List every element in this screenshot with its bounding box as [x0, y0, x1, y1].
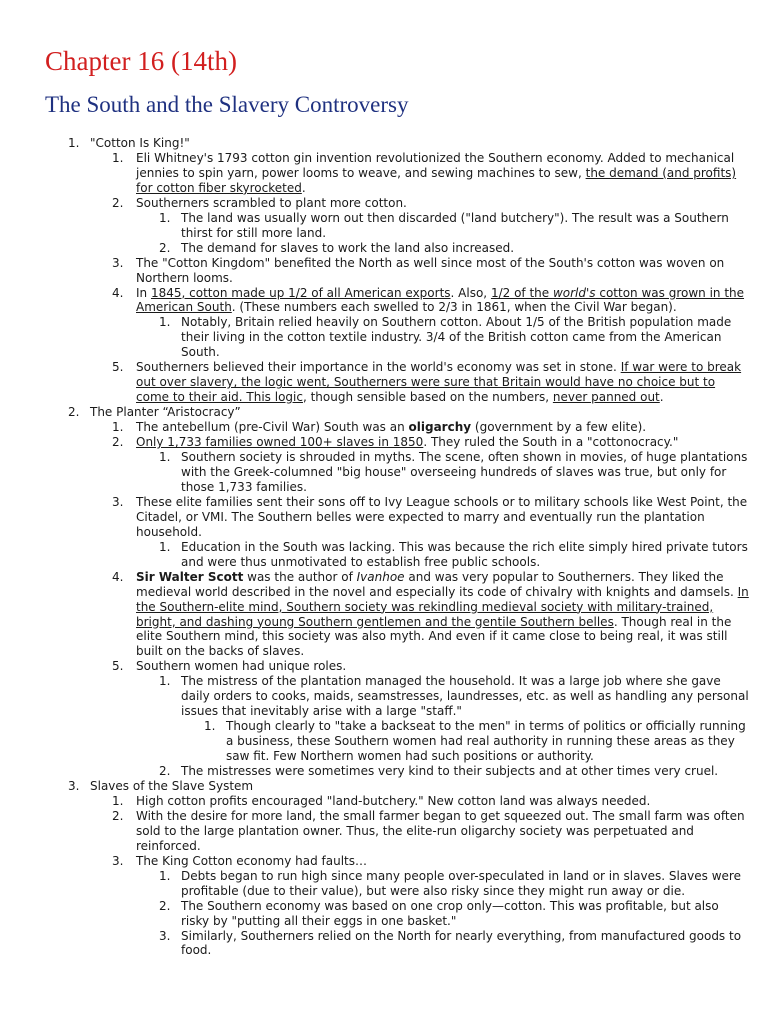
list-number: 2.: [112, 808, 124, 823]
bold-text: oligarchy: [408, 420, 472, 435]
item-text: Eli Whitney's 1793 cotton gin invention revolutionized the Southern economy. Added to mechanical jennies to spin yarn, power looms to weave, and sewing machines to sew,: [136, 150, 735, 180]
item-text: The Southern economy was based on one crop only—cotton. This was profitable, but also risky by "putting all their eggs in one basket.": [181, 898, 719, 928]
list-item: [90, 809, 750, 854]
item-text: . (These numbers each swelled to 2/3 in 1861, when the Civil War began).: [231, 300, 677, 315]
item-text: . Also,: [450, 285, 491, 300]
section-heading: Slaves of the Slave System: [90, 778, 254, 793]
list-item: [136, 540, 750, 570]
list-number: 1.: [112, 793, 124, 808]
list-item: [136, 241, 750, 256]
underlined-text-part: 1/2 of the: [490, 285, 553, 300]
item-text: The mistress of the plantation managed the household. It was a large job where she gave daily orders to cooks, maids, seamstresses, laundresses, etc. as well as handling any personal issues that inevitably arise with a large "staff.": [181, 674, 749, 719]
list-number: 3.: [112, 494, 124, 509]
section-heading: "Cotton Is King!": [90, 136, 190, 150]
underlined-text: the demand (and profits) for cotton fiber skyrocketed: [136, 165, 737, 195]
item-text: Similarly, Southerners relied on the North for nearly everything, from manufactured goods to food.: [181, 928, 742, 958]
list-item: [90, 286, 750, 361]
outline-section-cotton-is-king: [60, 136, 750, 405]
list-number: 5.: [112, 360, 124, 375]
underlined-text-part: cotton was grown in the American South: [136, 285, 745, 315]
item-text: and was very popular to Southerners. They liked the medieval world described in the novel and especially its code of chivalry with knights and damsels.: [136, 569, 738, 599]
list-number: 3.: [112, 853, 124, 868]
list-number: 2.: [159, 764, 171, 779]
list-item: [136, 869, 750, 899]
list-item: [90, 256, 750, 286]
underlined-text: In the Southern-elite mind, Southern society was rekindling medieval society with military-trained, bright, and dashing young Southern gentlemen and the gentile Southern belles: [136, 584, 749, 629]
list-number: 2.: [68, 405, 80, 420]
list-item: [136, 674, 750, 764]
outline-list: [60, 136, 750, 958]
item-text: .: [301, 180, 306, 195]
item-text: was the author of: [243, 569, 357, 584]
list-number: 2.: [112, 435, 124, 450]
item-text: The mistresses were sometimes very kind to their subjects and at other times very cruel.: [181, 764, 719, 779]
sub-list: [90, 151, 750, 405]
item-text: Southern society is shrouded in myths. The scene, often shown in movies, of huge plantations with the Greek-columned "big house" overseeing hundreds of slaves was true, but only for those 1,733 families.: [181, 450, 748, 494]
list-number: 1.: [68, 136, 80, 150]
item-text: In: [136, 285, 151, 300]
list-number: 2.: [159, 240, 171, 255]
list-item: [90, 420, 750, 435]
list-number: 1.: [159, 868, 171, 883]
sub-list: [90, 420, 750, 779]
item-text: These elite families sent their sons off to Ivy League schools or to military schools like West Point, the Citadel, or VMI. The Southern belles were expected to marry and eventually run the plantation household.: [136, 494, 748, 539]
sub-list: [136, 869, 750, 959]
list-number: 1.: [159, 539, 171, 554]
underlined-text: never panned out: [552, 390, 660, 405]
list-item: [90, 196, 750, 256]
outline: [60, 136, 750, 958]
item-text: The King Cotton economy had faults…: [136, 853, 368, 868]
list-number: 3.: [68, 778, 80, 793]
list-number: 1.: [112, 420, 124, 435]
item-text: Southern women had unique roles.: [136, 659, 347, 674]
list-number: 1.: [159, 450, 171, 465]
list-item: [136, 764, 750, 779]
list-number: 2.: [159, 898, 171, 913]
sub-list: [136, 211, 750, 256]
list-number: 1.: [112, 150, 124, 165]
outline-section-planter-aristocracy: [60, 405, 750, 779]
item-text: .: [659, 390, 664, 405]
list-item: [90, 794, 750, 809]
list-number: 3.: [159, 928, 171, 943]
list-item: [90, 570, 750, 660]
list-item: [136, 450, 750, 495]
item-text: Debts began to run high since many people over-speculated in land or in slaves. Slaves were profitable (due to their value), but were also risky since they might run away or die.: [181, 868, 741, 898]
item-text: Southerners scrambled to plant more cotton.: [136, 195, 407, 210]
item-text: The antebellum (pre-Civil War) South was an: [136, 420, 409, 435]
item-text: . They ruled the South in a "cottonocracy.": [423, 435, 679, 450]
item-text: , though sensible based on the numbers,: [302, 390, 553, 405]
item-text: With the desire for more land, the small farmer began to get squeezed out. The small farm was often sold to the large plantation owner. Thus, the elite-run oligarchy society was perpetuated and reinforced.: [136, 808, 745, 853]
list-item: [136, 899, 750, 929]
list-number: 1.: [159, 210, 171, 225]
italic-text: Ivanhoe: [356, 569, 405, 584]
list-number: 4.: [112, 285, 124, 300]
page-title: The South and the Slavery Controversy: [45, 92, 409, 117]
item-text: The "Cotton Kingdom" benefited the North as well since most of the South's cotton was woven on Northern looms.: [136, 255, 725, 285]
item-text: Though clearly to "take a backseat to the men" in terms of politics or officially running a business, these Southern women had real authority in running these areas as they saw fit. Few Northern women had such positions or authority.: [226, 719, 746, 764]
sub-list: [136, 540, 750, 570]
underlined-text: If war were to break out over slavery, the logic went, Southerners were sure that Britain would have no choice but to come to their aid. This logic: [136, 360, 742, 405]
list-item: [181, 719, 750, 764]
sub-list: [136, 674, 750, 779]
list-item: [136, 315, 750, 360]
list-number: 1.: [159, 674, 171, 689]
item-text: Southerners believed their importance in the world's economy was set in stone.: [136, 360, 621, 375]
item-text: . Though real in the elite Southern mind, this society was also myth. And even if it came close to being real, it was still built on the backs of slaves.: [136, 614, 732, 659]
sub-list: [181, 719, 750, 764]
list-item: [136, 929, 750, 959]
italic-text: world's: [552, 285, 596, 300]
list-item: [90, 435, 750, 495]
sub-list: [136, 315, 750, 360]
underlined-text: 1845, cotton made up 1/2 of all American exports: [150, 285, 451, 300]
item-text: Education in the South was lacking. This was because the rich elite simply hired private tutors and were thus unmotivated to establish free public schools.: [181, 539, 748, 569]
list-item: [90, 854, 750, 959]
list-number: 3.: [112, 255, 124, 270]
bold-text: Sir Walter Scott: [136, 569, 244, 584]
list-number: 5.: [112, 659, 124, 674]
list-number: 2.: [112, 195, 124, 210]
item-text: (government by a few elite).: [471, 420, 647, 435]
item-text: High cotton profits encouraged "land-butchery." New cotton land was always needed.: [136, 793, 651, 808]
underlined-text: Only 1,733 families owned 100+ slaves in 1850: [136, 435, 424, 450]
item-text: Notably, Britain relied heavily on Southern cotton. About 1/5 of the British population made their living in the cotton textile industry. 3/4 of the British cotton came from the American South.: [181, 315, 732, 360]
list-item: [90, 360, 750, 405]
sub-list: [90, 794, 750, 958]
chapter-heading: Chapter 16 (14th): [45, 46, 237, 76]
list-number: 4.: [112, 569, 124, 584]
list-item: [136, 211, 750, 241]
list-number: 1.: [159, 315, 171, 330]
sub-list: [136, 450, 750, 495]
list-item: [90, 659, 750, 779]
list-number: 1.: [204, 719, 216, 734]
outline-section-slaves-of-slave-system: [60, 779, 750, 958]
list-item: [90, 495, 750, 570]
section-heading: The Planter “Aristocracy”: [90, 405, 241, 420]
list-item: [90, 151, 750, 196]
item-text: The land was usually worn out then discarded ("land butchery"). The result was a Southern thirst for still more land.: [181, 210, 729, 240]
item-text: The demand for slaves to work the land also increased.: [181, 240, 515, 255]
